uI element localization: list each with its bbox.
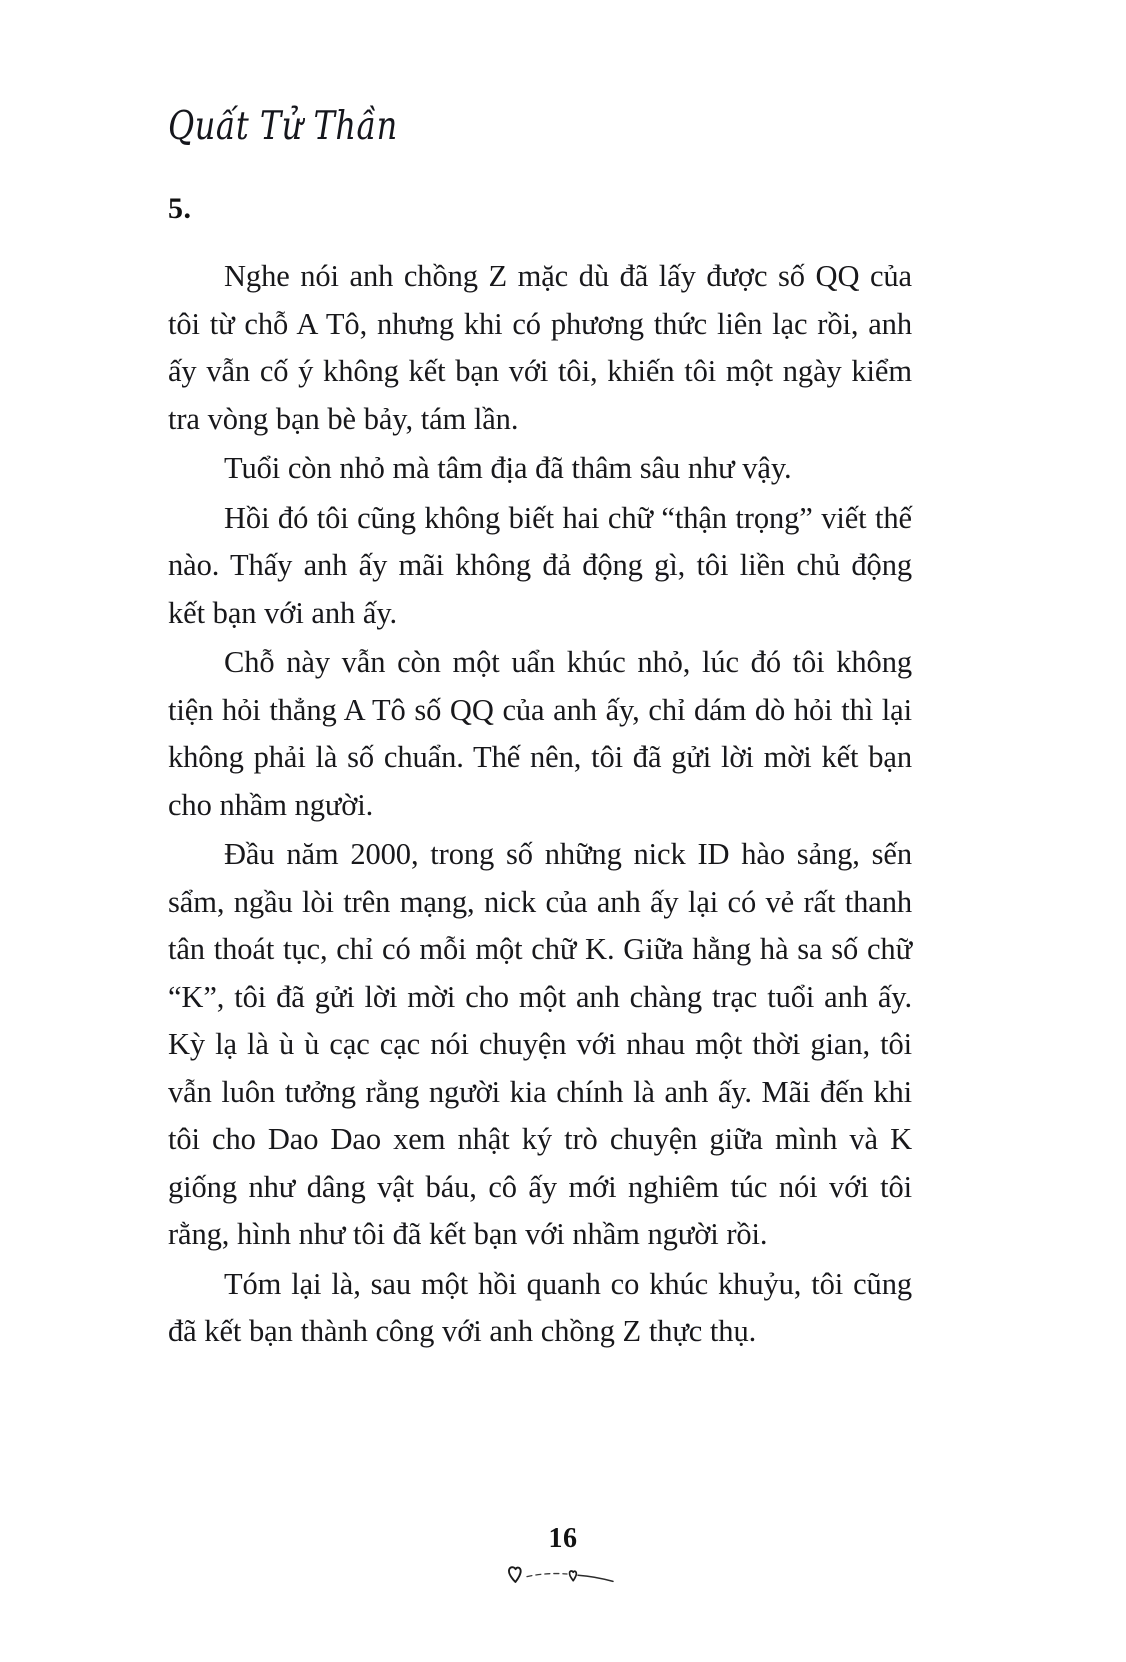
- heart-flourish-ornament-icon: [0, 1559, 1126, 1593]
- running-header: [168, 102, 868, 160]
- section-number: 5.: [168, 192, 192, 225]
- body-paragraph: Tóm lại là, sau một hồi quanh co khúc khuỷu, tôi cũng đã kết bạn thành công với anh chồng Z thực thụ.: [168, 1266, 912, 1348]
- page-footer: [0, 1525, 1126, 1593]
- body-paragraph: Hồi đó tôi cũng không biết hai chữ “thận trọng” viết thế nào. Thấy anh ấy mãi không đả động gì, tôi liền chủ động kết bạn với anh ấy.: [168, 500, 912, 630]
- body-paragraph: Đầu năm 2000, trong số những nick ID hào sảng, sến sẩm, ngầu lòi trên mạng, nick của anh ấy lại có vẻ rất thanh tân thoát tục, chỉ có mỗi một chữ K. Giữa hằng hà sa số chữ “K”, tôi đã gửi lời mời cho một anh chàng trạc tuổi anh ấy. Kỳ lạ là ù ù cạc cạc nói chuyện với nhau một thời gian, tôi vẫn luôn tưởng rằng người kia chính là anh ấy. Mãi đến khi tôi cho Dao Dao xem nhật ký trò chuyện giữa mình và K giống như dâng vật báu, cô ấy mới nghiêm túc nói với tôi rằng, hình như tôi đã kết bạn với nhầm người rồi.: [168, 837, 912, 1251]
- body-paragraph: Chỗ này vẫn còn một uẩn khúc nhỏ, lúc đó tôi không tiện hỏi thẳng A Tô số QQ của anh ấy, chỉ dám dò hỏi thì lại không phải là số chuẩn. Thế nên, tôi đã gửi lời mời kết bạn cho nhầm người.: [168, 645, 912, 822]
- body-paragraph: Tuổi còn nhỏ mà tâm địa đã thâm sâu như vậy.: [224, 451, 792, 485]
- page-number: 16: [548, 1523, 578, 1554]
- body-text-column: [168, 192, 912, 1356]
- body-paragraph: Nghe nói anh chồng Z mặc dù đã lấy được số QQ của tôi từ chỗ A Tô, nhưng khi có phương thức liên lạc rồi, anh ấy vẫn cố ý không kết bạn với tôi, khiến tôi một ngày kiểm tra vòng bạn bè bảy, tám lần.: [168, 259, 912, 436]
- book-title-header: Quất Tử Thần: [168, 102, 398, 149]
